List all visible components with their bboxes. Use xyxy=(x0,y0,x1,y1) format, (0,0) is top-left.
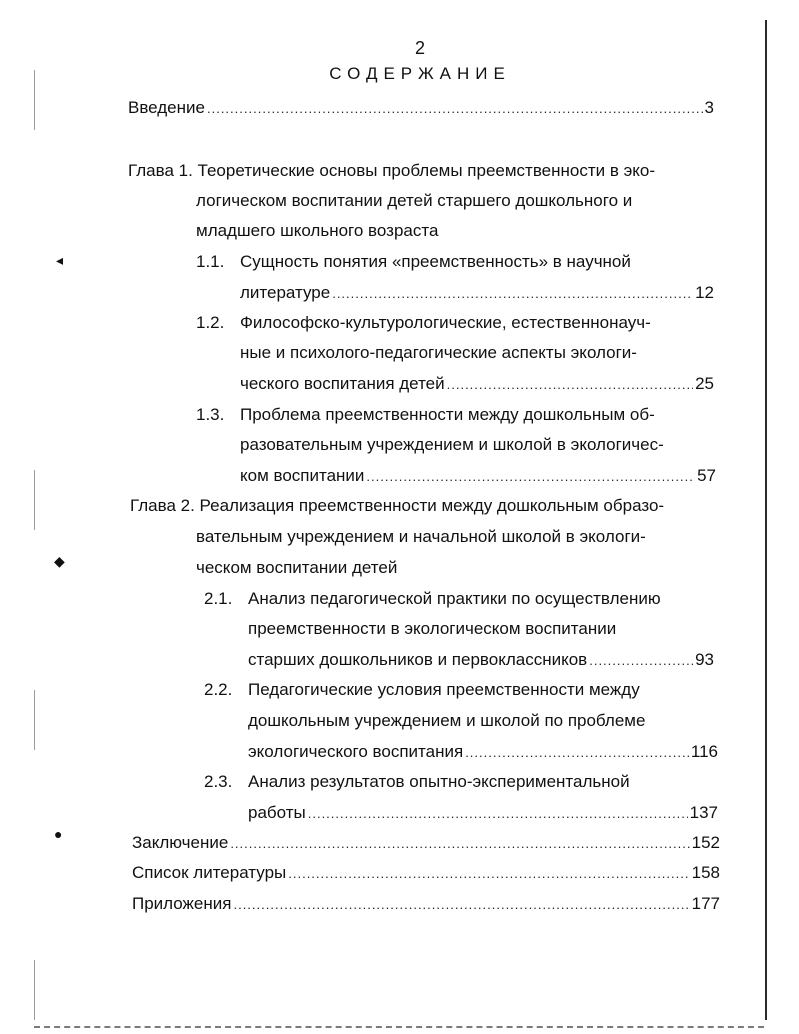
section-title-line: старших дошкольников и первоклассников xyxy=(248,650,588,669)
section-title-line: ческого воспитания детей xyxy=(240,374,445,393)
toc-section-1-1 xyxy=(196,251,631,273)
toc-page-number: 3 xyxy=(704,98,714,117)
toc-entry-intro xyxy=(128,97,714,119)
toc-entry-references xyxy=(132,862,720,884)
section-title-line: Проблема преемственности между дошкольным об- xyxy=(240,405,655,424)
section-title-line: экологического воспитания xyxy=(248,742,464,761)
toc-entry-label: Введение xyxy=(128,98,205,117)
page-number: 2 xyxy=(414,38,425,58)
section-title-line: Анализ педагогической практики по осуществлению xyxy=(248,589,661,608)
chapter-1-heading-line: младшего школьного возраста xyxy=(196,221,439,240)
section-number: 1.3. xyxy=(196,405,225,424)
section-title-line: Анализ результатов опытно-экспериментальной xyxy=(248,772,630,791)
toc-page-number: 116 xyxy=(690,742,718,761)
toc-section-1-2-last xyxy=(240,373,714,395)
section-number: 2.2. xyxy=(204,680,233,699)
toc-page-number: 137 xyxy=(689,803,718,822)
toc-page-number: 57 xyxy=(697,466,716,485)
toc-section-2-3-last xyxy=(248,802,718,824)
toc-section-1-3 xyxy=(196,404,655,426)
section-title-line: литературе xyxy=(240,283,331,302)
binding-hole-mark: ● xyxy=(54,826,63,842)
toc-entry-appendix xyxy=(132,893,720,915)
toc-leader-dots xyxy=(308,803,688,825)
toc-section-2-2 xyxy=(204,679,640,701)
left-scan-rule xyxy=(34,690,35,750)
toc-leader-dots xyxy=(207,98,703,120)
section-title-line: Сущность понятия «преемственность» в научной xyxy=(240,252,631,271)
chapter-2-heading-line: Глава 2. Реализация преемственности между дошкольным образо- xyxy=(130,496,665,515)
section-title-line: разовательным учреждением и школой в экологичес- xyxy=(240,435,664,454)
toc-page-number: 177 xyxy=(691,894,720,913)
toc-leader-dots xyxy=(332,283,693,305)
toc-leader-dots xyxy=(589,650,693,672)
toc-entry-label: Приложения xyxy=(132,894,232,913)
chapter-2-heading-line: ческом воспитании детей xyxy=(196,558,398,577)
section-number: 2.3. xyxy=(204,772,233,791)
bottom-scan-rule xyxy=(34,1026,764,1028)
toc-page-number: 12 xyxy=(695,283,714,302)
toc-leader-dots xyxy=(230,833,689,855)
toc-page-number: 152 xyxy=(691,833,720,852)
page-title: СОДЕРЖАНИЕ xyxy=(329,64,511,83)
section-number: 1.2. xyxy=(196,313,225,332)
section-title-line: Философско-культурологические, естественнонауч- xyxy=(240,313,651,332)
toc-section-2-1-last xyxy=(248,649,714,671)
left-scan-rule xyxy=(34,960,35,1020)
toc-section-1-2 xyxy=(196,312,651,334)
toc-leader-dots xyxy=(447,374,693,396)
toc-entry-conclusion xyxy=(132,832,720,854)
binding-hole-mark: ◂ xyxy=(56,252,64,268)
section-title-line: ные и психолого-педагогические аспекты экологи- xyxy=(240,343,637,362)
toc-section-1-1-last xyxy=(240,282,714,304)
section-title-line: преемственности в экологическом воспитании xyxy=(248,619,617,638)
section-number: 2.1. xyxy=(204,589,233,608)
toc-section-1-3-last xyxy=(240,465,716,487)
toc-page-number: 158 xyxy=(691,863,720,882)
toc-section-2-3 xyxy=(204,771,630,793)
chapter-1-heading-line: Глава 1. Теоретические основы проблемы преемственности в эко- xyxy=(128,161,656,180)
right-margin-rule xyxy=(765,20,767,1020)
toc-leader-dots xyxy=(288,863,689,885)
binding-hole-mark: ◆ xyxy=(54,553,65,569)
left-scan-rule xyxy=(34,470,35,530)
chapter-2-heading-line: вательным учреждением и начальной школой в экологи- xyxy=(196,527,646,546)
toc-section-2-1 xyxy=(204,588,661,610)
section-title-line: дошкольным учреждением и школой по проблеме xyxy=(248,711,646,730)
section-title-line: работы xyxy=(248,803,306,822)
toc-page-number: 93 xyxy=(695,650,714,669)
toc-entry-label: Заключение xyxy=(132,833,229,852)
section-number: 1.1. xyxy=(196,252,225,271)
toc-leader-dots xyxy=(465,742,689,764)
chapter-1-heading-line: логическом воспитании детей старшего дошкольного и xyxy=(196,191,633,210)
toc-section-2-2-last xyxy=(248,741,718,763)
toc-entry-label: Список литературы xyxy=(132,863,287,882)
section-title-line: Педагогические условия преемственности между xyxy=(248,680,640,699)
section-title-line: ком воспитании xyxy=(240,466,365,485)
toc-leader-dots xyxy=(366,466,695,488)
toc-leader-dots xyxy=(233,894,689,916)
toc-page-number: 25 xyxy=(695,374,714,393)
